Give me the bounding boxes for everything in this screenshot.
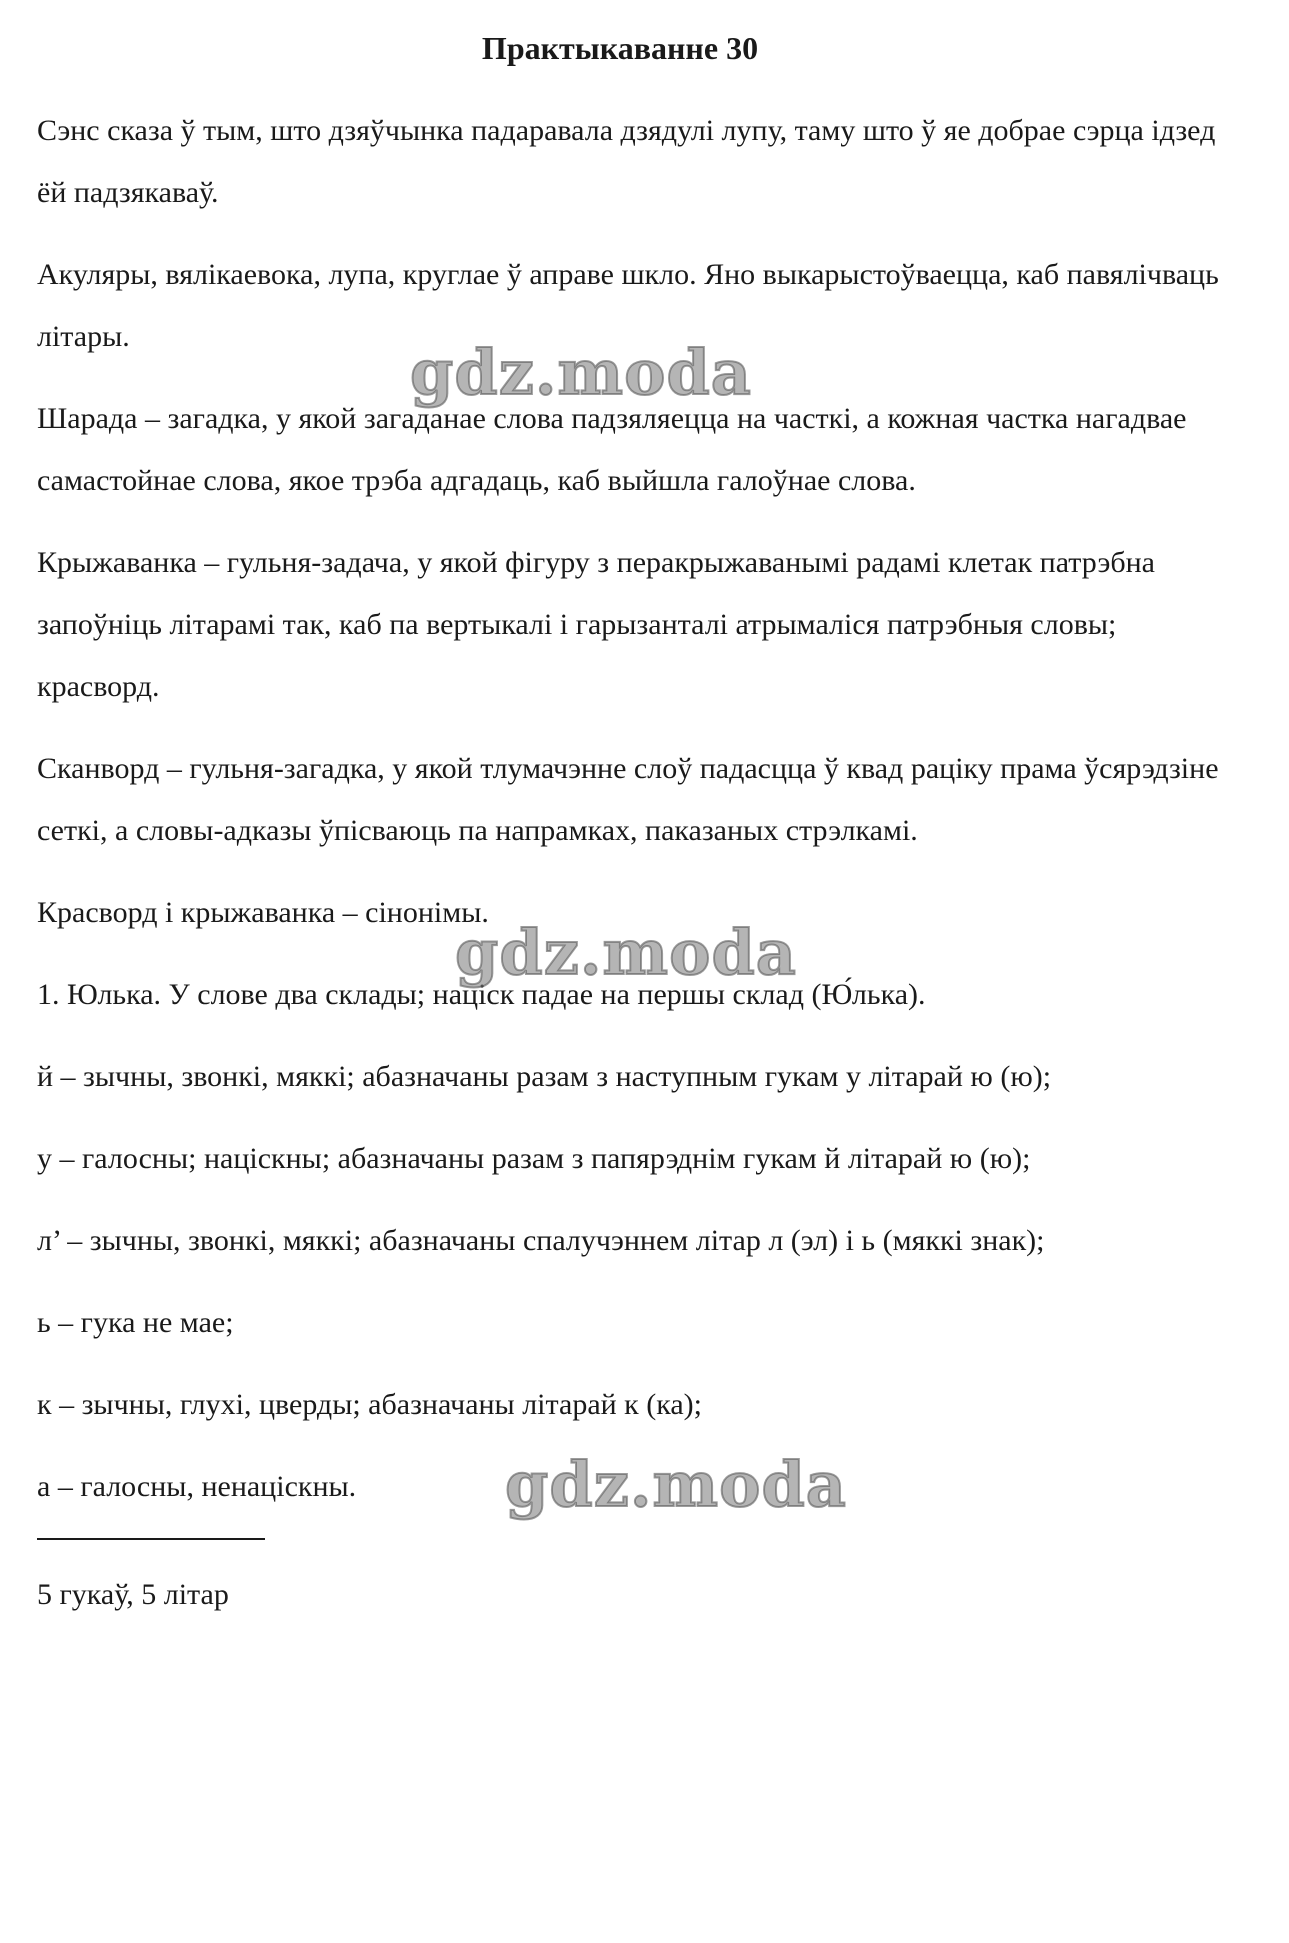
horizontal-rule [37, 1538, 265, 1540]
paragraph: к – зычны, глухі, цверды; абазначаны літарай к (ка); [37, 1388, 703, 1421]
paragraph: Сканворд – гульня-загадка, у якой тлумачэнне слоў падасцца ў квад раціку прама ўсярэдзіне сеткі, а словы-адказы ўпісваюць па напрамках, паказаных стрэлкамі. [37, 752, 1219, 847]
paragraph: Сэнс сказа ў тым, што дзяўчынка падаравала дзядулі лупу, таму што ў яе добрае сэрца ідзед ёй падзякаваў. [37, 114, 1216, 209]
paragraph: а – галосны, ненацiскны. [37, 1470, 357, 1503]
paragraph: Красворд і крыжаванка – сінонімы. [37, 896, 489, 929]
summary-line: 5 гукаў, 5 літар [37, 1578, 229, 1611]
page-title: Практыкаванне 30 [481, 30, 759, 66]
paragraph: Шарада – загадка, у якой загаданае слова падзяляецца на часткі, а кожная частка нагадвае самастойнае слова, якое трэба адгадаць, каб выйшла галоўнае слова. [37, 402, 1187, 497]
paragraph: л’ – зычны, звонкі, мяккі; абазначаны спалучэннем літар л (эл) і ь (мяккі знак); [37, 1224, 1045, 1257]
watermark: gdz.moda [505, 1448, 847, 1521]
watermark: gdz.moda [410, 336, 752, 409]
paragraph: Крыжаванка – гульня-задача, у якой фігуру з перакрыжаванымі радамі клетак патрэбна запоўніць літарамі так, каб па вертыкалі і гарызанталі атрымаліся патрэбныя словы; красворд. [37, 546, 1155, 703]
paragraph: Акуляры, вялікаевока, лупа, круглае ў аправе шкло. Яно выкарыстоўваецца, каб павялічваць літары. [37, 258, 1219, 353]
document-body [37, 100, 1237, 1646]
paragraph: у – галосны; націскны; абазначаны разам з папярэднім гукам й літарай ю (ю); [37, 1142, 1031, 1175]
paragraph: й – зычны, звонкі, мяккі; абазначаны разам з наступным гукам у літарай ю (ю); [37, 1060, 1052, 1093]
paragraph: ь – гука не мае; [37, 1306, 234, 1339]
watermark: gdz.moda [455, 916, 797, 989]
paragraph: 1. Юлька. У слове два склады; націск падае на першы склад (Ю́лька). [37, 978, 926, 1011]
